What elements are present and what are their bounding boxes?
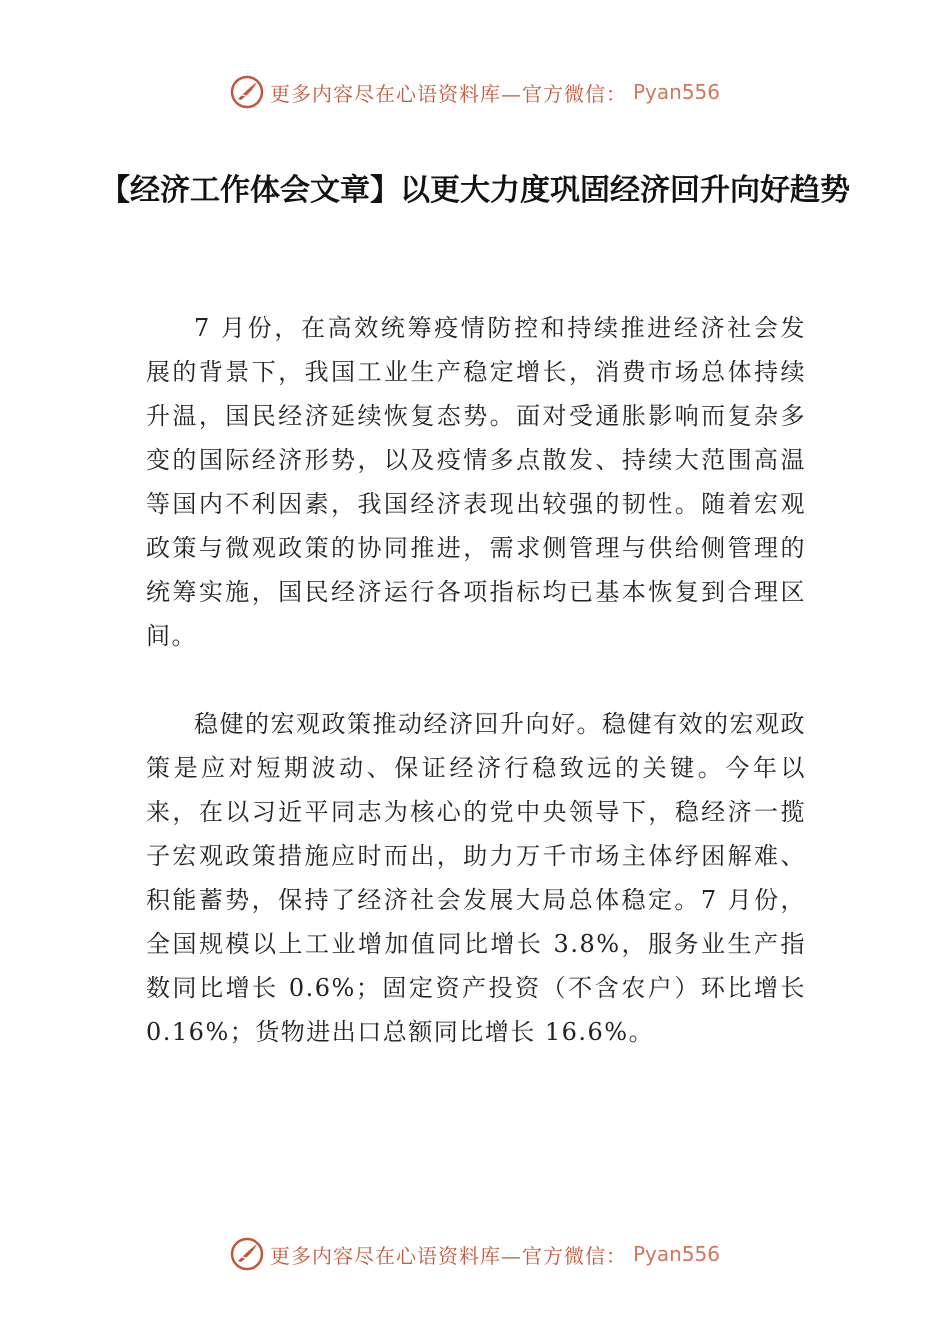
feather-seal-icon: [230, 75, 264, 109]
banner-text: 更多内容尽在心语资料库—官方微信：: [269, 1243, 627, 1268]
banner-contact: Pyan556: [632, 80, 720, 104]
footer-watermark-banner: [0, 1234, 950, 1274]
banner-contact: Pyan556: [632, 1242, 720, 1266]
page-title: 【经济工作体会文章】以更大力度巩固经济回升向好趋势: [100, 173, 850, 208]
banner-text: 更多内容尽在心语资料库—官方微信：: [269, 81, 627, 106]
feather-seal-icon: [230, 1237, 264, 1271]
article-body: [146, 306, 806, 1054]
paragraph-1: 7 月份，在高效统筹疫情防控和持续推进经济社会发展的背景下，我国工业生产稳定增长，消费市场总体持续升温，国民经济延续恢复态势。面对受通胀影响而复杂多变的国际经济形势，以及疫情多点散发、持续大范围高温等国内不利因素，我国经济表现出较强的韧性。随着宏观政策与微观政策的协同推进，需求侧管理与供给侧管理的统筹实施，国民经济运行各项指标均已基本恢复到合理区间。: [146, 314, 806, 650]
header-watermark-banner: [0, 72, 950, 112]
paragraph-2: 稳健的宏观政策推动经济回升向好。稳健有效的宏观政策是应对短期波动、保证经济行稳致远的关键。今年以来，在以习近平同志为核心的党中央领导下，稳经济一揽子宏观政策措施应时而出，助力万千市场主体纾困解难、积能蓄势，保持了经济社会发展大局总体稳定。7 月份，全国规模以上工业增加值同比增长 3.8%，服务业生产指数同比增长 0.6%；固定资产投资（不含农户）环比增长 0.16%；货物进出口总额同比增长 16.6%。: [146, 710, 806, 1046]
